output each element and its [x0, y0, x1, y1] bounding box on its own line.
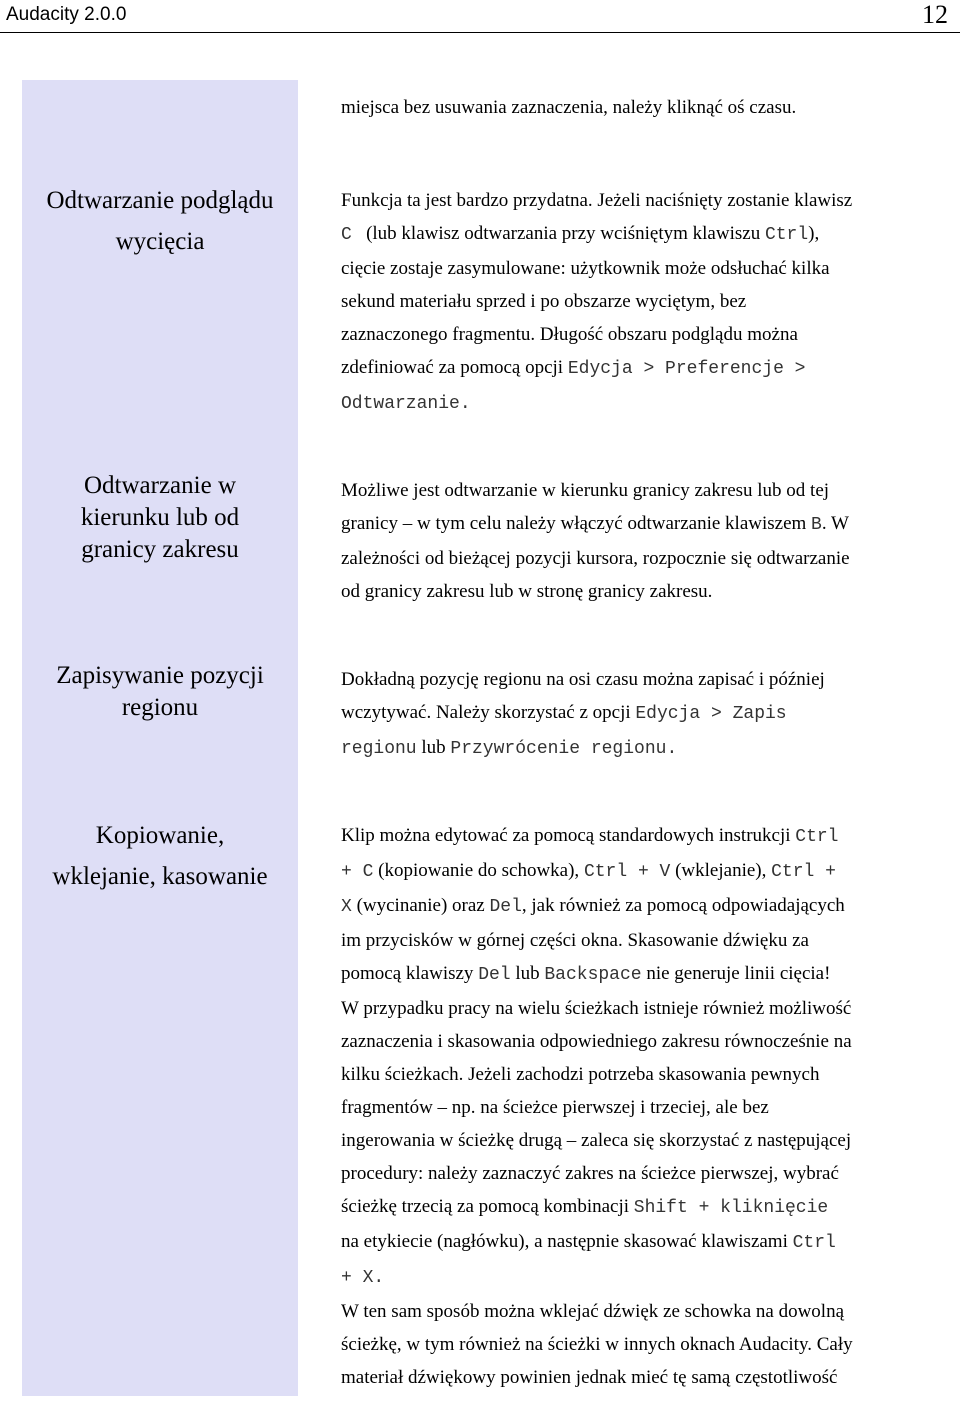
text-run: lub — [510, 963, 545, 984]
text-run: Dokładną pozycję regionu na osi czasu można zapisać i później — [341, 669, 825, 690]
text-run: granicy – w tym celu należy włączyć odtwarzanie klawiszem — [341, 513, 812, 534]
term-copy-paste-delete — [22, 820, 298, 893]
term-line: Odtwarzanie w — [83, 472, 236, 499]
text-run: . W — [821, 513, 849, 534]
text-run: materiał dźwiękowy powinien jednak mieć tę samą częstotliwość — [341, 1367, 838, 1388]
intro-text: miejsca bez usuwania zaznaczenia, należy kliknąć oś czasu. — [341, 97, 797, 118]
header-page-number: 12 — [922, 0, 948, 29]
desc-preview-cut — [341, 184, 941, 421]
text-run: zaznaczenia i skasowania odpowiedniego zakresu równocześnie na — [341, 1031, 852, 1052]
text-run: od granicy zakresu lub w stronę granicy zakresu. — [341, 581, 713, 602]
text-run: pomocą klawiszy — [341, 963, 479, 984]
text-run: ścieżkę, w tym również na ścieżki w innych oknach Audacity. Cały — [341, 1334, 853, 1355]
term-column-background — [22, 80, 298, 1396]
term-line: wycięcia — [115, 228, 205, 255]
text-run: ingerowania w ścieżkę drugą – zaleca się skorzystać z następującej — [341, 1130, 852, 1151]
text-run: (kopiowanie do schowka), — [373, 860, 584, 881]
keyword-code: regionu — [341, 739, 417, 759]
text-run: wczytywać. Należy skorzystać z opcji — [341, 702, 636, 723]
keyword-code: Edycja > Zapis — [635, 704, 787, 724]
term-line: wklejanie, kasowanie — [52, 863, 268, 890]
keyword-code: Ctrl + V — [583, 862, 671, 882]
keyword-code: Przywrócenie regionu. — [450, 739, 678, 759]
text-run: zależności od bieżącej pozycji kursora, rozpocznie się odtwarzanie — [341, 548, 850, 569]
text-run: lub — [416, 737, 451, 758]
text-run: W ten sam sposób można wklejać dźwięk ze schowka na dowolną — [341, 1301, 844, 1322]
desc-copy-paste-delete — [341, 819, 941, 1394]
text-run: Klip można edytować za pomocą standardowych instrukcji — [341, 825, 796, 846]
text-run: Możliwe jest odtwarzanie w kierunku granicy zakresu lub od tej — [341, 480, 830, 501]
term-play-to-from-boundary — [22, 470, 298, 566]
text-run: im przycisków w górnej części okna. Skasowanie dźwięku za — [341, 930, 809, 951]
term-line: Odtwarzanie podglądu — [46, 187, 274, 214]
text-run: (wycinanie) oraz — [351, 895, 490, 916]
text-run: zdefiniować za pomocą opcji — [341, 357, 568, 378]
text-run: (wklejanie), — [670, 860, 772, 881]
keyword-code: Shift + kliknięcie — [633, 1198, 829, 1218]
keyword-code: Ctrl — [764, 225, 809, 245]
text-run: procedury: należy zaznaczyć zakres na ścieżce pierwszej, wybrać — [341, 1163, 839, 1184]
keyword-code: Ctrl — [792, 1233, 836, 1253]
text-run: sekund materiału sprzed i po obszarze wyciętym, bez — [341, 291, 747, 312]
keyword-code: X — [341, 897, 352, 917]
text-run: fragmentów – np. na ścieżce pierwszej i trzeciej, ale bez — [341, 1097, 769, 1118]
term-line: Zapisywanie pozycji — [56, 662, 264, 689]
text-run: kilku ścieżkach. Jeżeli zachodzi potrzeba skasowania pewnych — [341, 1064, 820, 1085]
text-run: ścieżkę trzecią za pomocą kombinacji — [341, 1196, 634, 1217]
text-run: cięcie zostaje zasymulowane: użytkownik może odsłuchać kilka — [341, 258, 830, 279]
text-run: (lub klawisz odtwarzania przy wciśniętym klawiszu — [351, 223, 765, 244]
keyword-code: Odtwarzanie. — [341, 394, 471, 414]
desc-save-region-position — [341, 663, 941, 766]
desc-play-to-from-boundary — [341, 474, 941, 608]
text-run: W przypadku pracy na wielu ścieżkach istnieje również możliwość — [341, 998, 852, 1019]
term-line: Kopiowanie, — [95, 822, 225, 849]
term-line: regionu — [121, 694, 199, 721]
term-line: granicy zakresu — [81, 536, 239, 563]
text-run: zaznaczonego fragmentu. Długość obszaru podglądu można — [341, 324, 798, 345]
keyword-code: C — [341, 225, 352, 245]
text-run: Funkcja ta jest bardzo przydatna. Jeżeli naciśnięty zostanie klawisz — [341, 190, 853, 211]
term-preview-cut — [22, 185, 298, 258]
keyword-code: + X. — [341, 1268, 385, 1288]
keyword-code: Del — [478, 965, 511, 985]
text-run: , jak również za pomocą odpowiadających — [521, 895, 845, 916]
text-run: na etykiecie (nagłówku), a następnie skasować klawiszami — [341, 1231, 793, 1252]
text-run: ), — [808, 223, 820, 244]
keyword-code: Backspace — [544, 965, 642, 985]
keyword-code: + C — [341, 862, 374, 882]
term-save-region-position — [22, 660, 298, 724]
term-line: kierunku lub od — [80, 504, 240, 531]
header-divider — [0, 32, 960, 33]
keyword-code: Ctrl — [795, 827, 839, 847]
keyword-code: Edycja > Preferencje > — [567, 359, 806, 379]
header-app-title: Audacity 2.0.0 — [6, 4, 127, 25]
keyword-code: Del — [489, 897, 522, 917]
keyword-code: Ctrl + — [771, 862, 836, 882]
text-run: nie generuje linii cięcia! — [641, 963, 831, 984]
keyword-code: B — [811, 515, 822, 535]
